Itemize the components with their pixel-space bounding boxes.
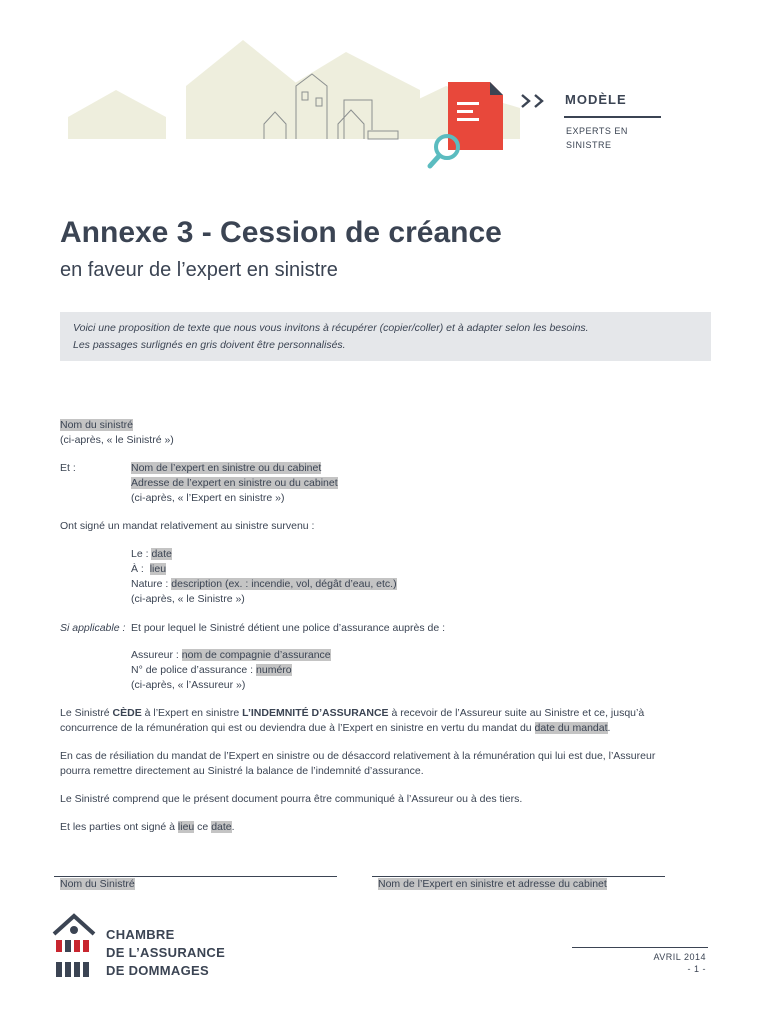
model-badge-subtitle	[566, 124, 628, 152]
page-title: Annexe 3 - Cession de créance	[60, 216, 502, 249]
placeholder-expert-address: Adresse de l’expert en sinistre ou du cabinet	[131, 477, 338, 489]
text-run: Le Sinistré	[60, 707, 113, 719]
logo-line: DE L’ASSURANCE	[106, 945, 226, 960]
ci-apres-assureur: (ci-après, « l’Assureur »)	[131, 679, 246, 691]
footer-meta	[572, 952, 706, 974]
footer-divider	[572, 947, 708, 948]
comprend-paragraph: Le Sinistré comprend que le présent document pourra être communiqué à l’Assureur ou à des tiers.	[60, 793, 523, 805]
police-label: N° de police d’assurance :	[131, 664, 257, 676]
date-line	[131, 547, 172, 562]
text-run: ce	[194, 821, 212, 833]
placeholder-signe-date: date	[211, 821, 232, 833]
placeholder-date: date	[151, 548, 172, 560]
signe-paragraph	[60, 820, 235, 835]
cession-paragraph-line1	[60, 706, 644, 721]
placeholder-sinistre-name: Nom du sinistré	[60, 419, 133, 431]
resiliation-line: En cas de résiliation du mandat de l’Expert en sinistre ou de désaccord relativement à la rémunération qui lui est due, l’Assureur	[60, 750, 656, 762]
mandat-intro: Ont signé un mandat relativement au sinistre survenu :	[60, 520, 315, 532]
badge-sub-line: SINISTRE	[566, 140, 612, 150]
logo-line: DE DOMMAGES	[106, 963, 209, 978]
logo-line: CHAMBRE	[106, 927, 175, 942]
nature-label: Nature :	[131, 578, 172, 590]
intro-line: Voici une proposition de texte que nous vous invitons à récupérer (copier/coller) et à adapter selon les besoins.	[73, 322, 589, 334]
date-label: Le :	[131, 548, 152, 560]
model-badge-label: MODÈLE	[565, 92, 627, 107]
page-number: - 1 -	[687, 964, 706, 974]
magnifier-icon	[430, 136, 458, 166]
text-run: concurrence de la rémunération qui est ou deviendra due à l’Expert en sinistre en vertu du mandat du	[60, 722, 535, 734]
intro-note-box	[60, 312, 711, 361]
police-line	[131, 663, 292, 678]
placeholder-date-mandat: date du mandat	[534, 722, 608, 734]
placeholder-nature: description (ex. : incendie, vol, dégât d’eau, etc.)	[171, 578, 397, 590]
intro-line: Les passages surlignés en gris doivent être personnalisés.	[73, 339, 346, 351]
nature-line	[131, 577, 397, 592]
text-run: Et les parties ont signé à	[60, 821, 178, 833]
text-run: .	[231, 821, 235, 833]
lieu-label: À :	[131, 563, 150, 575]
placeholder-signe-lieu: lieu	[177, 821, 195, 833]
footer-date: AVRIL 2014	[653, 952, 706, 962]
double-chevron-icon	[522, 95, 542, 107]
page-subtitle: en faveur de l’expert en sinistre	[60, 259, 338, 281]
cede-strong: CÈDE	[112, 707, 142, 719]
text-run: à l’Expert en sinistre	[141, 707, 243, 719]
placeholder-expert-name: Nom de l’expert en sinistre ou du cabinet	[131, 462, 322, 474]
assureur-label: Assureur :	[131, 649, 182, 661]
signature-label-sinistre: Nom du Sinistré	[60, 878, 135, 890]
et-label: Et :	[60, 462, 76, 474]
placeholder-assureur: nom de compagnie d’assurance	[181, 649, 331, 661]
assureur-line	[131, 648, 331, 663]
signature-label-expert: Nom de l’Expert en sinistre et adresse du cabinet	[378, 878, 607, 890]
police-intro: Et pour lequel le Sinistré détient une police d’assurance auprès de :	[131, 622, 446, 634]
ci-apres-sinistre: (ci-après, « le Sinistré »)	[60, 434, 174, 446]
placeholder-lieu: lieu	[149, 563, 167, 575]
text-run: à recevoir de l’Assureur suite au Sinistre et ce, jusqu’à	[388, 707, 645, 719]
indemnite-strong: L’INDEMNITÉ D’ASSURANCE	[242, 707, 389, 719]
header-illustration	[0, 0, 768, 180]
si-applicable-label: Si applicable :	[60, 622, 126, 634]
placeholder-police-number: numéro	[256, 664, 292, 676]
ci-apres-le-sinistre: (ci-après, « le Sinistre »)	[131, 593, 245, 605]
lieu-line	[131, 562, 166, 577]
cession-paragraph-line2	[60, 721, 610, 736]
text-run: .	[607, 722, 611, 734]
resiliation-line: pourra remettre directement au Sinistré la balance de l’indemnité d’assurance.	[60, 765, 424, 777]
ci-apres-expert: (ci-après, « l’Expert en sinistre »)	[131, 492, 285, 504]
badge-sub-line: EXPERTS EN	[566, 126, 628, 136]
chambre-logo-icon	[52, 910, 96, 980]
chambre-logo-text	[106, 926, 225, 980]
